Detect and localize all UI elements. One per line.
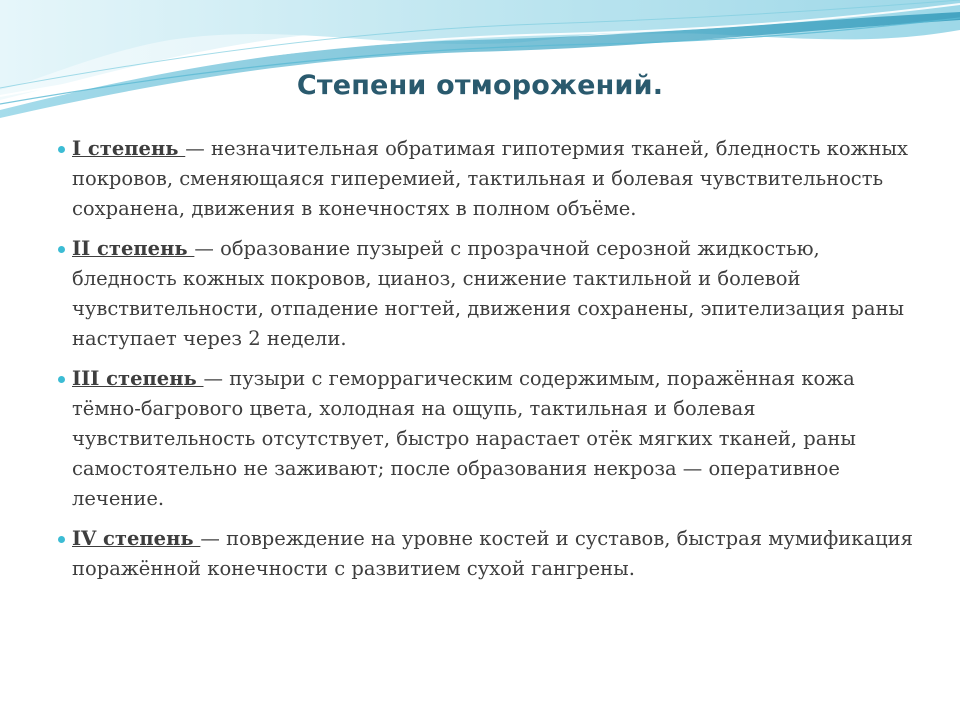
list-item-degree-4 <box>58 524 918 584</box>
degree-description: — незначительная обратимая гипотермия тканей, бледность кожных покровов, сменяющаяся гиперемией, тактильная и болевая чувствительность сохранена, движения в конечностях в полном объёме. <box>72 137 909 220</box>
wave-header-decoration <box>0 0 960 130</box>
bullet-icon <box>58 536 65 543</box>
frostbite-degree-list <box>58 134 918 594</box>
bullet-icon <box>58 146 65 153</box>
degree-term: III степень <box>72 367 204 390</box>
degree-description: — пузыри с геморрагическим содержимым, поражённая кожа тёмно-багрового цвета, холодная на ощупь, тактильная и болевая чувствительность отсутствует, быстро нарастает отёк мягких тканей, раны самостоятельно не заживают; после образования некроза — оперативное лечение. <box>72 367 856 510</box>
slide-title: Степени отморожений. <box>296 70 664 101</box>
list-item-degree-1 <box>58 134 918 224</box>
list-item-degree-3 <box>58 364 918 514</box>
bullet-icon <box>58 376 65 383</box>
degree-description: — повреждение на уровне костей и суставов, быстрая мумификация поражённой конечности с развитием сухой гангрены. <box>72 527 913 580</box>
bullet-icon <box>58 246 65 253</box>
degree-description: — образование пузырей с прозрачной серозной жидкостью, бледность кожных покровов, цианоз, снижение тактильной и болевой чувствительности, отпадение ногтей, движения сохранены, эпителизация раны наступает через 2 недели. <box>72 237 905 350</box>
list-item-degree-2 <box>58 234 918 354</box>
degree-term: IV степень <box>72 527 201 550</box>
degree-term: II степень <box>72 237 195 260</box>
degree-term: I степень <box>72 137 186 160</box>
